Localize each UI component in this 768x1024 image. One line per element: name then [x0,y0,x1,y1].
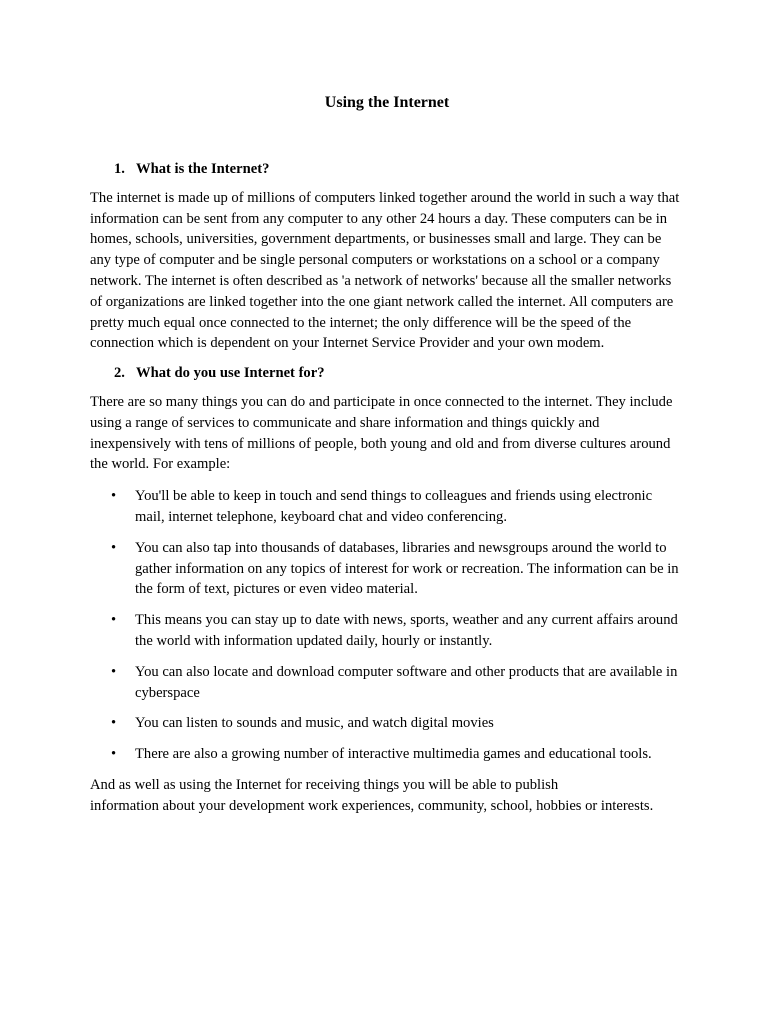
list-item [90,662,684,704]
closing-line-1: And as well as using the Internet for receiving things you will be able to publish [90,776,559,793]
list-item [90,744,684,765]
paragraph-uses-intro: There are so many things you can do and participate in once connected to the internet. They include using a range of services to communicate and share information and things quickly and inexpensively with tens of millions of people, both young and old and from diverse cultures around the world. For example: [90,393,673,473]
bullet-icon: • [111,488,117,505]
bullet-icon: • [111,746,117,763]
list-item-text: You can also locate and download computer software and other products that are available in cyberspace [135,663,678,701]
section-number: 2. [114,365,125,382]
bullet-icon: • [111,715,117,732]
uses-bullet-list [90,486,684,765]
closing-paragraph [90,775,684,817]
section-heading-uses [90,363,684,384]
list-item-text: This means you can stay up to date with news, sports, weather and any current affairs around the world with information updated daily, hourly or instantly. [135,612,678,649]
bullet-icon: • [111,539,117,556]
document-title: Using the Internet [324,94,450,111]
list-item-text: You can also tap into thousands of databases, libraries and newsgroups around the world to gather information on any topics of interest for work or recreation. The information can be in the form of text, pictures or even video material. [135,539,679,598]
section-heading-what-is-internet [90,159,684,180]
list-item-text: There are also a growing number of interactive multimedia games and educational tools. [135,746,652,763]
section-heading-text: What is the Internet? [136,161,270,177]
list-item-text: You can listen to sounds and music, and watch digital movies [135,715,494,732]
list-item [90,610,684,652]
section-number: 1. [114,161,125,177]
list-item [90,713,684,734]
list-item-text: You'll be able to keep in touch and send things to colleagues and friends using electronic mail, internet telephone, keyboard chat and video conferencing. [135,488,653,525]
bullet-icon: • [111,612,117,629]
closing-line-2: information about your development work experiences, community, school, hobbies or interests. [90,797,654,814]
list-item [90,486,684,528]
list-item [90,538,684,600]
document-page [90,92,684,826]
section-heading-text: What do you use Internet for? [136,365,325,382]
bullet-icon: • [111,663,117,680]
paragraph-what-is-internet: The internet is made up of millions of computers linked together around the world in such a way that information can be sent from any computer to any other 24 hours a day. These computers can be in homes, schools, universities, government departments, or businesses small and large. They can be any type of computer and be single personal computers or workstations on a school or a company network. The internet is often described as 'a network of networks' because all the smaller networks of organizations are linked together into the one giant network called the internet. All computers are pretty much equal once connected to the internet; the only difference will be the speed of the connection which is dependent on your Internet Service Provider and your own modem. [90,189,680,352]
